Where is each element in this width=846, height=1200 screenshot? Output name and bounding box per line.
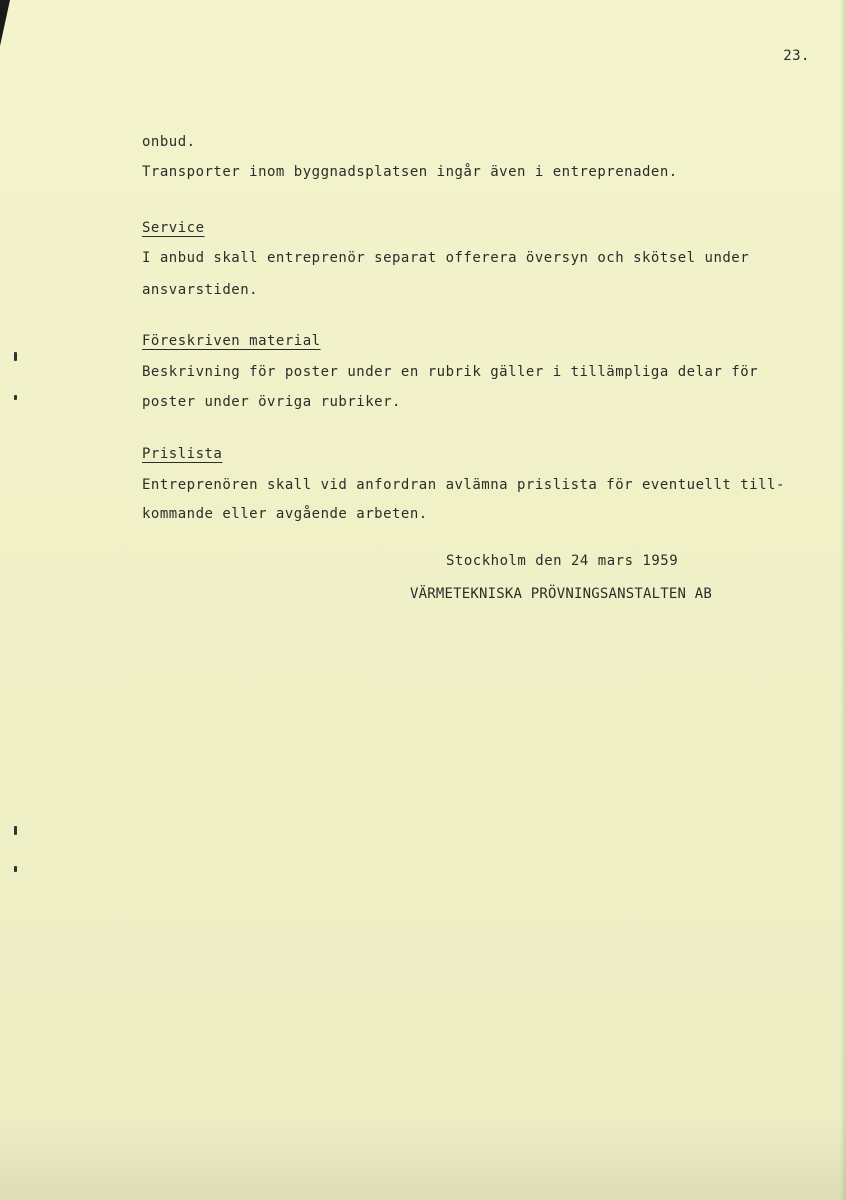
page-number: 23.	[783, 48, 810, 64]
body-line: Entreprenören skall vid anfordran avlämna prislista för eventuellt till-	[142, 477, 785, 493]
margin-mark	[14, 866, 17, 872]
page-bottom-shadow	[0, 1120, 846, 1200]
body-line: I anbud skall entreprenör separat offerera översyn och skötsel under	[142, 250, 750, 266]
corner-mark	[0, 0, 10, 46]
body-line: kommande eller avgående arbeten.	[142, 506, 428, 522]
section-heading-material: Föreskriven material	[142, 333, 321, 349]
body-line: ansvarstiden.	[142, 282, 259, 298]
body-line: poster under övriga rubriker.	[142, 394, 401, 410]
margin-mark	[14, 395, 17, 400]
body-line: Transporter inom byggnadsplatsen ingår även i entreprenaden.	[142, 164, 678, 180]
margin-mark	[14, 826, 17, 835]
body-line: Beskrivning för poster under en rubrik gäller i tillämpliga delar för	[142, 364, 759, 380]
section-heading-prislista: Prislista	[142, 446, 223, 462]
signature-place-date: Stockholm den 24 mars 1959	[446, 553, 679, 569]
page-edge-shadow	[840, 0, 846, 1200]
body-line: onbud.	[142, 134, 196, 150]
signature-company: VÄRMETEKNISKA PRÖVNINGSANSTALTEN AB	[410, 586, 713, 602]
margin-mark	[14, 352, 17, 361]
section-heading-service: Service	[142, 220, 205, 236]
